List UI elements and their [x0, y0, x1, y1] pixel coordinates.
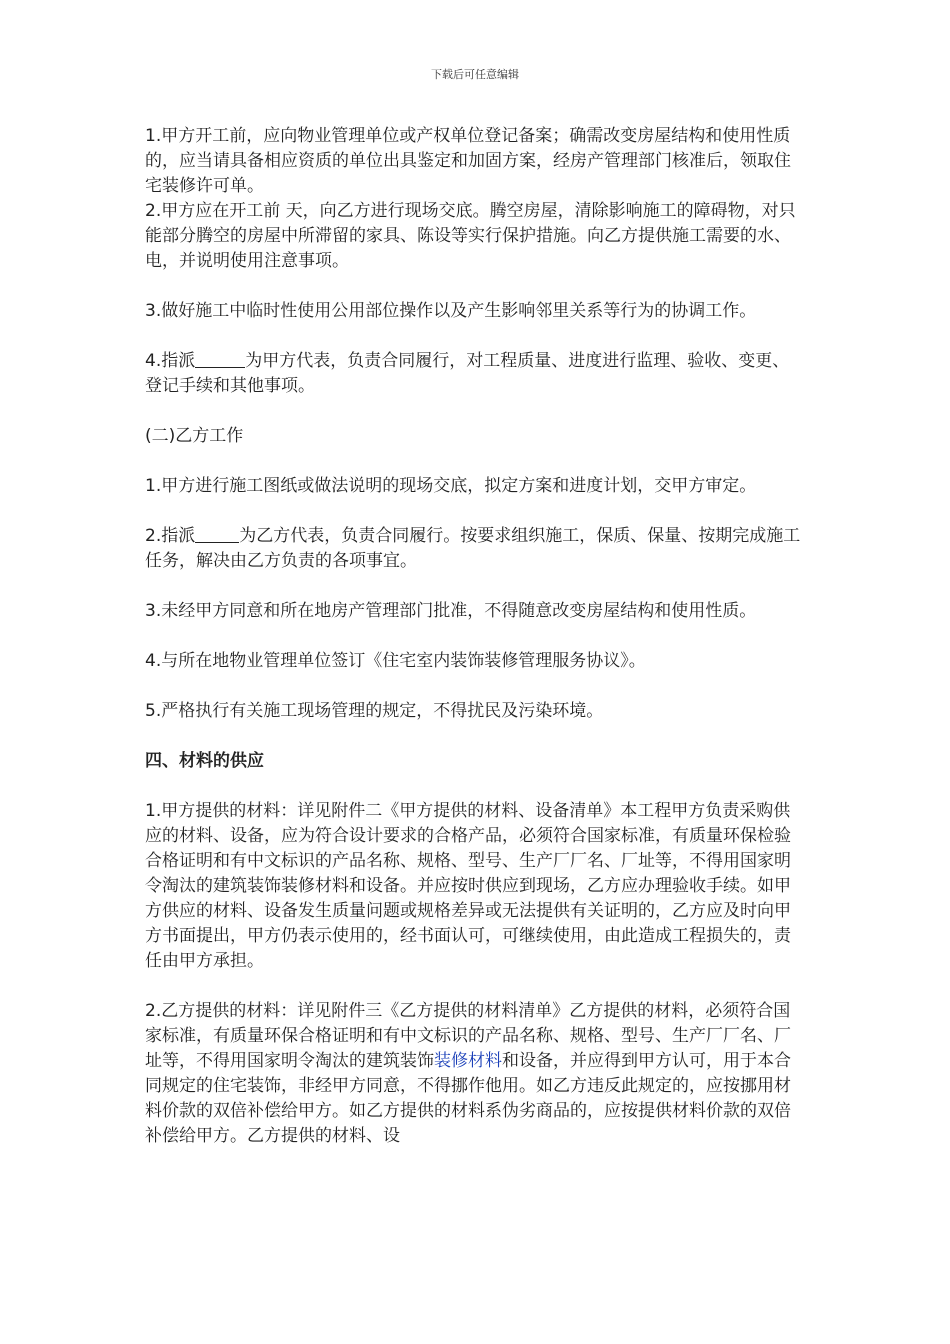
party-b-item-4: 4.与所在地物业管理单位签订《住宅室内装饰装修管理服务协议》。 — [145, 651, 646, 671]
party-b-item-3: 3.未经甲方同意和所在地房产管理部门批准，不得随意改变房屋结构和使用性质。 — [145, 601, 757, 621]
party-a-representative-blank — [195, 350, 245, 368]
party-a-item-3: 3.做好施工中临时性使用公用部位操作以及产生影响邻里关系等行为的协调工作。 — [145, 301, 757, 321]
paragraph-spacer — [145, 499, 805, 524]
paragraph-spacer — [145, 624, 805, 649]
document-body — [145, 124, 805, 1149]
party-a-item-1: 1.甲方开工前，应向物业管理单位或产权单位登记备案；确需改变房屋结构和使用性质的，应当请具备相应资质的单位出具鉴定和加固方案，经房产管理部门核准后，领取住宅装修许可单。 — [145, 126, 791, 196]
materials-item-2 — [145, 999, 805, 1149]
section-four-heading: 四、材料的供应 — [145, 751, 264, 771]
party-b-item-5: 5.严格执行有关施工现场管理的规定，不得扰民及污染环境。 — [145, 701, 604, 721]
party-a-item-4-prefix: 4.指派 — [145, 351, 196, 371]
paragraph-spacer — [145, 274, 805, 299]
paragraph-spacer — [145, 399, 805, 424]
paragraph-spacer — [145, 449, 805, 474]
materials-item-2-text-end: 和设备，并应得到甲方认可，用于本合同规定的住宅装饰，非经甲方同意，不得挪作他用。如乙方违反此规定的，应按挪用材料价款的双倍补偿给甲方。如乙方提供的材料系伪劣商品的，应按提供材料价款的双倍补偿给甲方。乙方提供的材料、设 — [145, 1051, 791, 1146]
party-b-item-2-text: 为乙方代表，负责合同履行。按要求组织施工，保质、保量、按期完成施工任务，解决由乙方负责的各项事宜。 — [145, 526, 801, 571]
party-a-item-2: 2.甲方应在开工前 天，向乙方进行现场交底。腾空房屋，清除影响施工的障碍物，对只能部分腾空的房屋中所滞留的家具、陈设等实行保护措施。向乙方提供施工需要的水、电，并说明使用注意事项。 — [145, 201, 796, 271]
party-a-item-4 — [145, 349, 805, 399]
paragraph-spacer — [145, 574, 805, 599]
paragraph-spacer — [145, 774, 805, 799]
decoration-materials-link[interactable]: 装修材料 — [434, 1051, 502, 1071]
party-b-item-2 — [145, 524, 805, 574]
paragraph-spacer — [145, 674, 805, 699]
download-note: 下载后可任意编辑 — [431, 68, 519, 81]
party-b-representative-blank — [195, 525, 239, 543]
paragraph-spacer — [145, 724, 805, 749]
materials-item-2-text-start: 2.乙方提供的材料：详见附件三《乙方提供的材料清单》乙方提供的材料，必须符合国家标准，有质量环保合格证明和有中文标识的产品名称、规格、型号、生产厂厂名、厂址等，不得用国家明令淘汰的建筑装饰 — [145, 1001, 791, 1071]
party-b-item-1: 1.甲方进行施工图纸或做法说明的现场交底，拟定方案和进度计划，交甲方审定。 — [145, 476, 757, 496]
party-a-item-4-text: 为甲方代表，负责合同履行，对工程质量、进度进行监理、验收、变更、登记手续和其他事项。 — [145, 351, 790, 396]
party-b-duties-heading: (二)乙方工作 — [145, 426, 244, 446]
paragraph-spacer — [145, 974, 805, 999]
paragraph-spacer — [145, 324, 805, 349]
materials-item-1: 1.甲方提供的材料：详见附件二《甲方提供的材料、设备清单》本工程甲方负责采购供应的材料、设备，应为符合设计要求的合格产品，必须符合国家标准，有质量环保检验合格证明和有中文标识的产品名称、规格、型号、生产厂厂名、厂址等，不得用国家明令淘汰的建筑装饰装修材料和设备。并应按时供应到现场，乙方应办理验收手续。如甲方供应的材料、设备发生质量问题或规格差异或无法提供有关证明的，乙方应及时向甲方书面提出，甲方仍表示使用的，经书面认可，可继续使用，由此造成工程损失的，责任由甲方承担。 — [145, 801, 791, 971]
party-b-item-2-prefix: 2.指派 — [145, 526, 196, 546]
